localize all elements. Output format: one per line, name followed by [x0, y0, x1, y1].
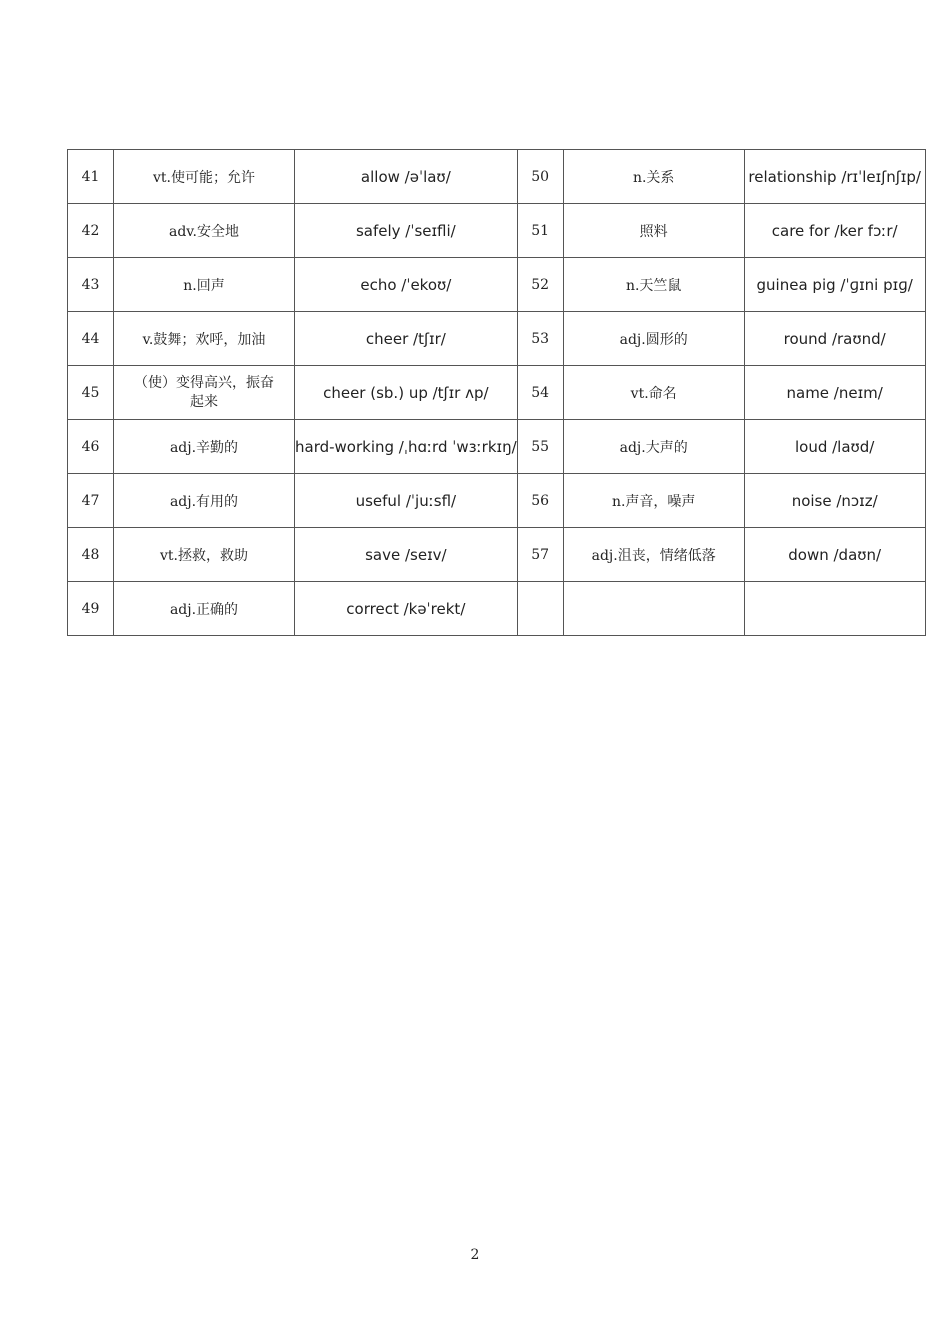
chinese-meaning: vt.使可能；允许 — [114, 150, 295, 204]
english-word: save /seɪv/ — [295, 528, 518, 582]
chinese-meaning: 照料 — [563, 204, 744, 258]
english-word: loud /laʊd/ — [744, 420, 925, 474]
table-row — [68, 528, 926, 582]
chinese-meaning-line: （使）变得高兴，振奋 — [134, 374, 274, 391]
english-word: guinea pig /ˈɡɪni pɪɡ/ — [744, 258, 925, 312]
entry-number: 41 — [68, 150, 114, 204]
english-word: care for /ker fɔːr/ — [744, 204, 925, 258]
english-word: relationship /rɪˈleɪʃnʃɪp/ — [744, 150, 925, 204]
english-word-empty — [744, 582, 925, 636]
english-word: cheer /tʃɪr/ — [295, 312, 518, 366]
english-word: safely /ˈseɪfli/ — [295, 204, 518, 258]
table-row — [68, 312, 926, 366]
english-word: noise /nɔɪz/ — [744, 474, 925, 528]
entry-number: 45 — [68, 366, 114, 420]
chinese-meaning-wrapped — [114, 366, 295, 420]
entry-number: 47 — [68, 474, 114, 528]
entry-number: 49 — [68, 582, 114, 636]
table-row — [68, 582, 926, 636]
english-word: allow /əˈlaʊ/ — [295, 150, 518, 204]
english-word: down /daʊn/ — [744, 528, 925, 582]
entry-number: 44 — [68, 312, 114, 366]
english-word: cheer (sb.) up /tʃɪr ʌp/ — [295, 366, 518, 420]
chinese-meaning: n.关系 — [563, 150, 744, 204]
entry-number: 42 — [68, 204, 114, 258]
chinese-meaning-line: 起来 — [190, 393, 218, 410]
chinese-meaning: n.声音，噪声 — [563, 474, 744, 528]
entry-number: 51 — [517, 204, 563, 258]
entry-number: 53 — [517, 312, 563, 366]
chinese-meaning: vt.命名 — [563, 366, 744, 420]
entry-number-empty — [517, 582, 563, 636]
english-word: echo /ˈekoʊ/ — [295, 258, 518, 312]
page-number: 2 — [470, 1247, 480, 1263]
chinese-meaning: adj.辛勤的 — [114, 420, 295, 474]
chinese-meaning: n.天竺鼠 — [563, 258, 744, 312]
english-word: correct /kəˈrekt/ — [295, 582, 518, 636]
table-row — [68, 258, 926, 312]
vocabulary-table — [67, 149, 926, 636]
vocabulary-table-body — [68, 150, 926, 636]
chinese-meaning: n.回声 — [114, 258, 295, 312]
chinese-meaning: adj.沮丧，情绪低落 — [563, 528, 744, 582]
entry-number: 48 — [68, 528, 114, 582]
chinese-meaning-empty — [563, 582, 744, 636]
chinese-meaning: adv.安全地 — [114, 204, 295, 258]
entry-number: 50 — [517, 150, 563, 204]
chinese-meaning: adj.大声的 — [563, 420, 744, 474]
entry-number: 56 — [517, 474, 563, 528]
entry-number: 57 — [517, 528, 563, 582]
entry-number: 43 — [68, 258, 114, 312]
table-row — [68, 420, 926, 474]
entry-number: 46 — [68, 420, 114, 474]
chinese-meaning: vt.拯救，救助 — [114, 528, 295, 582]
entry-number: 52 — [517, 258, 563, 312]
chinese-meaning: adj.正确的 — [114, 582, 295, 636]
chinese-meaning: v.鼓舞；欢呼，加油 — [114, 312, 295, 366]
table-row — [68, 366, 926, 420]
table-row — [68, 150, 926, 204]
english-word: hard-working /ˌhɑːrd ˈwɜːrkɪŋ/ — [295, 420, 518, 474]
entry-number: 55 — [517, 420, 563, 474]
table-row — [68, 204, 926, 258]
chinese-meaning: adj.有用的 — [114, 474, 295, 528]
entry-number: 54 — [517, 366, 563, 420]
english-word: round /raʊnd/ — [744, 312, 925, 366]
chinese-meaning: adj.圆形的 — [563, 312, 744, 366]
english-word: name /neɪm/ — [744, 366, 925, 420]
english-word: useful /ˈjuːsfl/ — [295, 474, 518, 528]
table-row — [68, 474, 926, 528]
